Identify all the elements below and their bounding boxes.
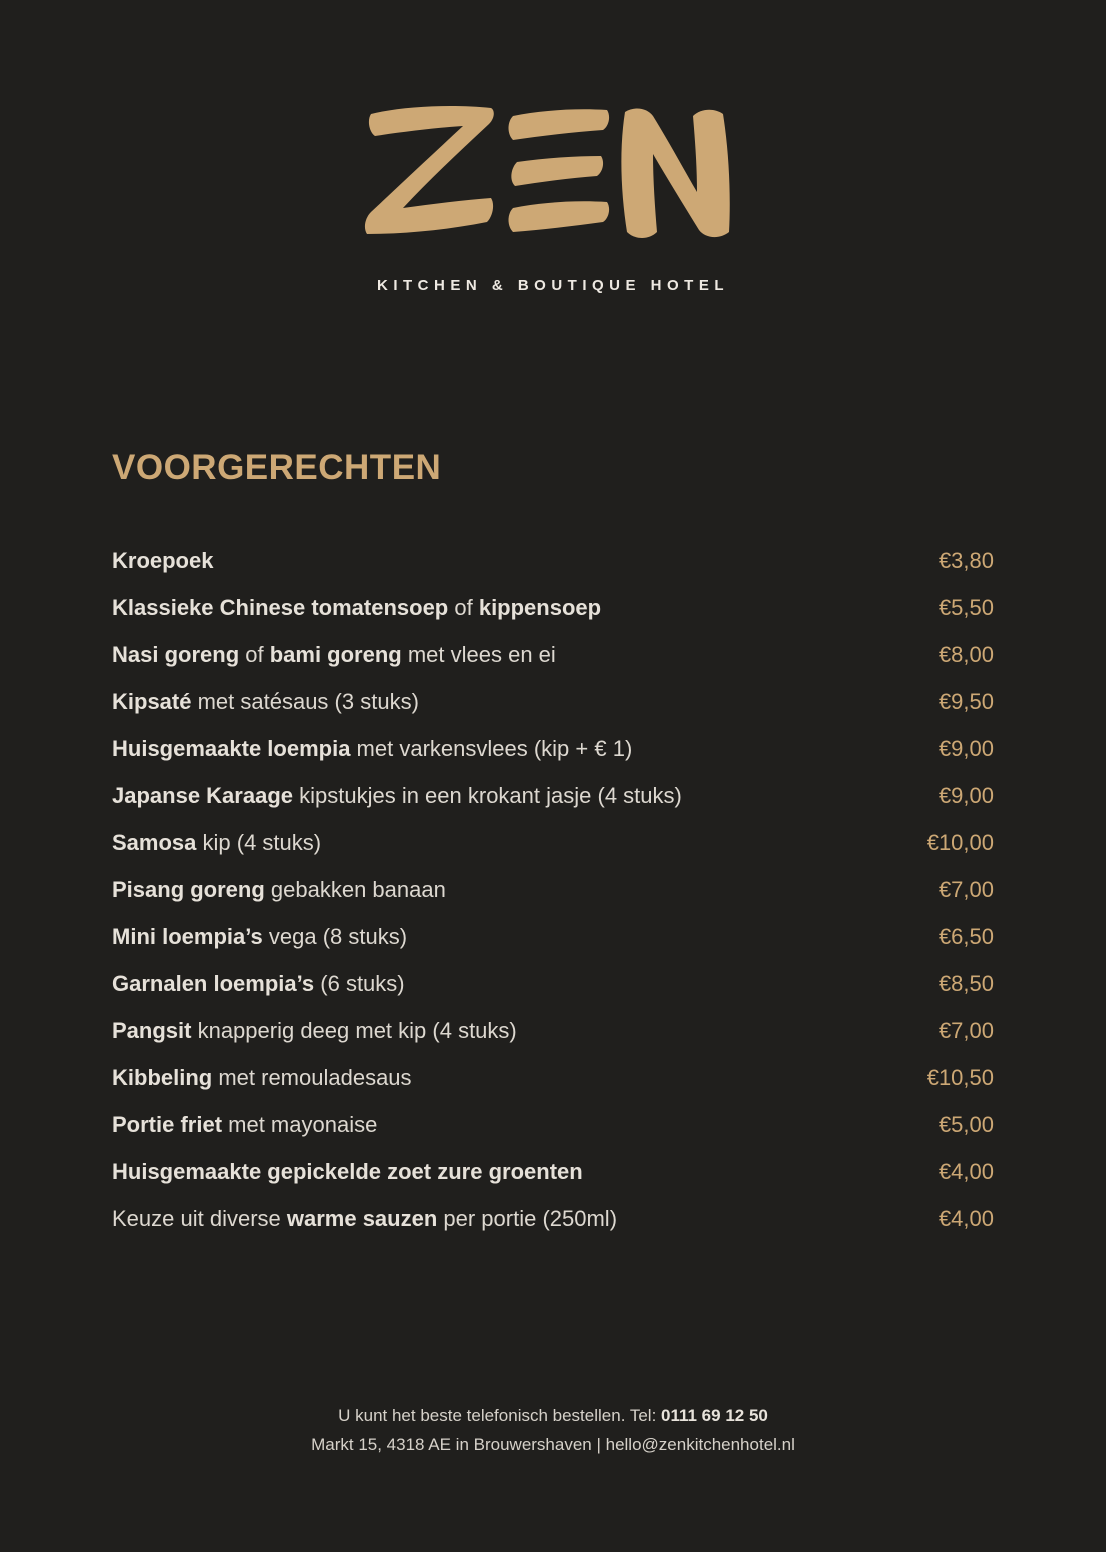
menu-item-name: Kroepoek — [112, 548, 214, 573]
menu-item-name: Pisang goreng gebakken banaan — [112, 877, 446, 902]
menu-row — [112, 1065, 994, 1112]
menu-row — [112, 1206, 994, 1253]
menu-item-name: Klassieke Chinese tomatensoep of kippensoep — [112, 595, 602, 620]
menu-row — [112, 877, 994, 924]
menu-item-price: €5,50 — [938, 595, 994, 620]
menu-item-name: Keuze uit diverse warme sauzen per portie (250ml) — [112, 1206, 618, 1231]
menu-item-price: €5,00 — [938, 1112, 994, 1137]
menu-row — [112, 924, 994, 971]
menu-row — [112, 1018, 994, 1065]
menu-item-name: Kibbeling met remouladesaus — [112, 1065, 412, 1090]
footer-address-line: Markt 15, 4318 AE in Brouwershaven | hello@zenkitchenhotel.nl — [311, 1435, 795, 1455]
brand-logo — [0, 100, 1106, 294]
menu-row — [112, 642, 994, 689]
zen-wordmark-icon — [363, 100, 743, 250]
menu-row — [112, 1112, 994, 1159]
menu-row — [112, 971, 994, 1018]
menu-row — [112, 736, 994, 783]
menu-item-price: €4,00 — [938, 1159, 994, 1184]
menu-item-name: Portie friet met mayonaise — [112, 1112, 378, 1137]
menu-item-name: Nasi goreng of bami goreng met vlees en ei — [112, 642, 556, 667]
menu-item-price: €8,00 — [938, 642, 994, 667]
menu-row — [112, 689, 994, 736]
menu-item-price: €9,00 — [938, 783, 994, 808]
menu-row — [112, 1159, 994, 1206]
menu-list — [112, 548, 994, 1253]
menu-item-price: €7,00 — [938, 877, 994, 902]
menu-item-name: Mini loempia’s vega (8 stuks) — [112, 924, 408, 949]
menu-item-price: €7,00 — [938, 1018, 994, 1043]
menu-item-price: €10,00 — [926, 830, 994, 855]
menu-row — [112, 548, 994, 595]
menu-item-name: Garnalen loempia’s (6 stuks) — [112, 971, 405, 996]
menu-item-price: €3,80 — [938, 548, 994, 573]
menu-item-name: Samosa kip (4 stuks) — [112, 830, 322, 855]
menu-item-name: Kipsaté met satésaus (3 stuks) — [112, 689, 419, 714]
menu-item-price: €10,50 — [926, 1065, 994, 1090]
menu-item-name: Huisgemaakte loempia met varkensvlees (kip + € 1) — [112, 736, 633, 761]
menu-row — [112, 595, 994, 642]
menu-item-price: €6,50 — [938, 924, 994, 949]
menu-item-price: €8,50 — [938, 971, 994, 996]
menu-item-name: Huisgemaakte gepickelde zoet zure groenten — [112, 1159, 583, 1184]
footer — [0, 1401, 1106, 1461]
menu-item-price: €9,00 — [938, 736, 994, 761]
menu-row — [112, 830, 994, 877]
brand-tagline: KITCHEN & BOUTIQUE HOTEL — [377, 277, 729, 294]
menu-item-name: Japanse Karaage kipstukjes in een krokant jasje (4 stuks) — [112, 783, 682, 808]
menu-item-name: Pangsit knapperig deeg met kip (4 stuks) — [112, 1018, 517, 1043]
section-title: VOORGERECHTEN — [112, 448, 442, 487]
menu-item-price: €4,00 — [938, 1206, 994, 1231]
menu-item-price: €9,50 — [938, 689, 994, 714]
footer-phone-line: U kunt het beste telefonisch bestellen. Tel: 0111 69 12 50 — [338, 1405, 768, 1425]
menu-row — [112, 783, 994, 830]
